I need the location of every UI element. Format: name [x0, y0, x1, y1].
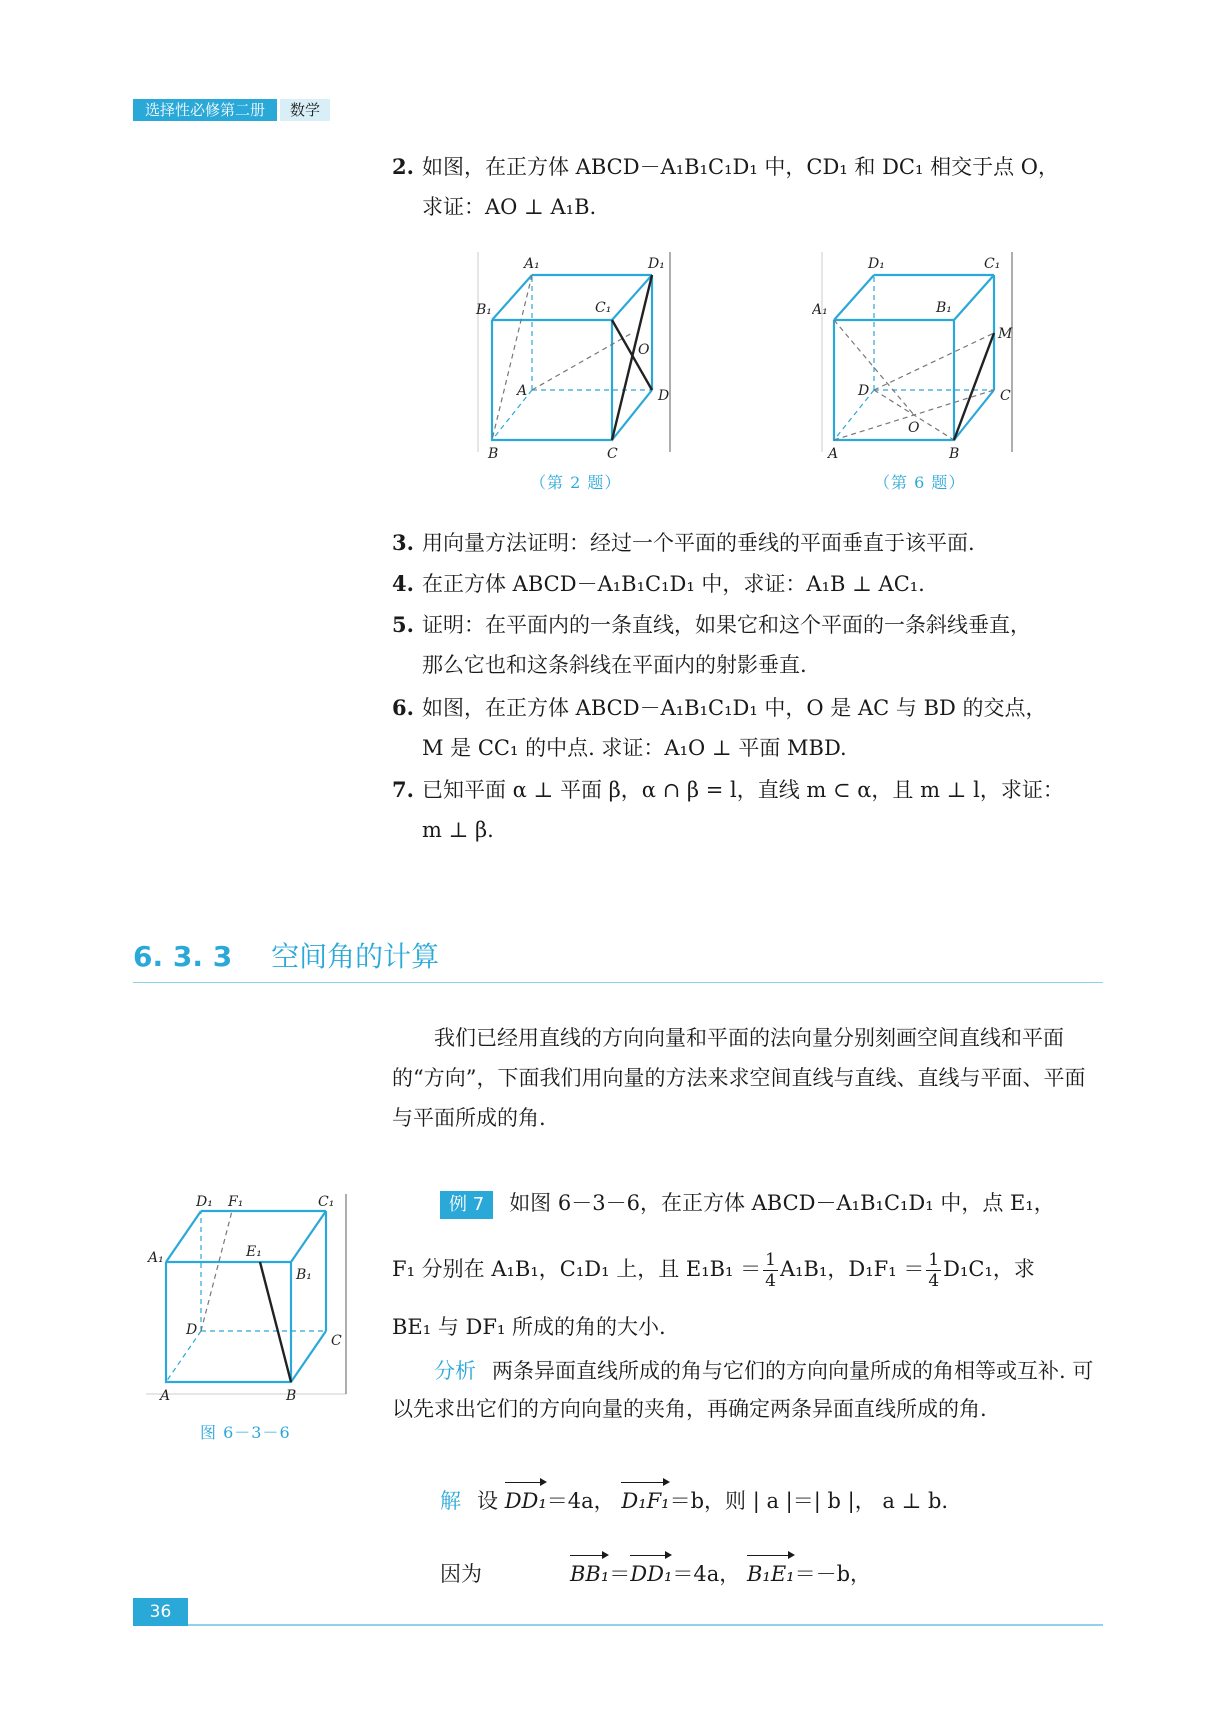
problem-text-cont: m ⊥ β. [422, 818, 494, 842]
example-text: A₁B₁，D₁F₁ ＝ [779, 1257, 925, 1281]
caption-problem-6: （第 6 题） [874, 473, 966, 492]
vector-B1E1: B₁E₁ [747, 1559, 795, 1589]
figure-6-3-6 [146, 1194, 356, 1406]
problem-text: 在正方体 ABCD－A₁B₁C₁D₁ 中，求证：A₁B ⊥ AC₁. [422, 572, 925, 596]
solution-text: 设 [477, 1489, 498, 1513]
vector-D1F1: D₁F₁ [621, 1486, 669, 1516]
example-line-3: BE₁ 与 DF₁ 所成的角的大小. [392, 1315, 666, 1339]
because-line [440, 1559, 871, 1589]
label-D: D [186, 1322, 198, 1338]
problem-4 [392, 570, 1112, 598]
label-B: B [949, 446, 960, 462]
problem-number: 4. [392, 571, 414, 596]
section-title: 空间角的计算 [271, 940, 440, 973]
problem-6 [392, 694, 1112, 762]
problem-text-cont: 求证：AO ⊥ A₁B. [422, 195, 597, 219]
problem-number: 2. [392, 154, 414, 179]
vector-BB1: BB₁ [570, 1559, 609, 1589]
label-C: C [331, 1333, 342, 1349]
label-A: A [517, 383, 528, 399]
caption-problem-2: （第 2 题） [530, 473, 622, 492]
problem-2 [392, 153, 1112, 221]
label-D: D [658, 388, 670, 404]
because-label: 因为 [440, 1562, 482, 1586]
fraction-one-quarter: $\frac{1}{4}$ [928, 1250, 940, 1291]
analysis-text: 两条异面直线所成的角与它们的方向向量所成的角相等或互补. 可以先求出它们的方向向量的夹角，再确定两条异面直线所成的角. [392, 1359, 1094, 1421]
label-B1: B₁ [296, 1267, 312, 1283]
problem-number: 3. [392, 530, 414, 555]
fraction-one-quarter: $\frac{1}{4}$ [765, 1250, 776, 1291]
figure-problem-6 [812, 252, 1022, 464]
example-text: D₁C₁，求 [943, 1257, 1035, 1281]
section-heading [133, 935, 439, 975]
page-header [133, 99, 330, 121]
page-number: 36 [133, 1598, 188, 1626]
intro-paragraph: 我们已经用直线的方向向量和平面的法向量分别刻画空间直线和平面的“方向”，下面我们用向量的方法来求空间直线与直线、直线与平面、平面与平面所成的角. [392, 1026, 1086, 1130]
problem-number: 5. [392, 612, 414, 637]
solution-text: ＝4a， [672, 1562, 741, 1586]
vector-DD1: DD₁ [505, 1486, 547, 1516]
example-text: F₁ 分别在 A₁B₁，C₁D₁ 上，且 E₁B₁ ＝ [392, 1257, 762, 1281]
label-C1: C₁ [984, 256, 1001, 272]
analysis-paragraph [392, 1352, 1104, 1428]
label-F1: F₁ [228, 1194, 244, 1210]
label-A1: A₁ [812, 302, 828, 318]
problem-7 [392, 776, 1112, 844]
problem-number: 6. [392, 695, 414, 720]
analysis-label: 分析 [434, 1359, 476, 1383]
example-badge: 例 7 [440, 1191, 493, 1219]
example-line-2 [392, 1250, 1035, 1291]
label-D1: D₁ [648, 256, 665, 272]
label-O: O [638, 342, 650, 358]
label-D1: D₁ [868, 256, 885, 272]
label-A1: A₁ [148, 1250, 164, 1266]
example-text: 如图 6－3－6，在正方体 ABCD－A₁B₁C₁D₁ 中，点 E₁， [509, 1191, 1055, 1215]
problem-text: 已知平面 α ⊥ 平面 β，α ∩ β = l，直线 m ⊂ α，且 m ⊥ l，求证： [422, 778, 1064, 802]
label-C: C [1000, 388, 1011, 404]
label-C1: C₁ [318, 1194, 335, 1210]
problem-text-cont: M 是 CC₁ 的中点. 求证：A₁O ⊥ 平面 MBD. [422, 736, 847, 760]
problem-number: 7. [392, 777, 414, 802]
label-C: C [607, 446, 618, 462]
label-A: A [828, 446, 839, 462]
example-line-1 [440, 1188, 1055, 1219]
label-A1: A₁ [524, 256, 540, 272]
solution-text: ＝ [609, 1562, 631, 1586]
solution-line [440, 1486, 948, 1516]
problem-5 [392, 611, 1112, 679]
solution-label: 解 [440, 1489, 461, 1513]
label-D1: D₁ [196, 1194, 213, 1210]
section-number: 6. 3. 3 [133, 940, 233, 973]
vector-DD1: DD₁ [630, 1559, 672, 1589]
solution-text: ＝b，则 | a |＝| b |， a ⊥ b. [669, 1489, 949, 1513]
label-B: B [488, 446, 499, 462]
section-divider [133, 982, 1103, 983]
book-title: 选择性必修第二册 [133, 99, 277, 121]
problem-text: 如图，在正方体 ABCD－A₁B₁C₁D₁ 中，O 是 AC 与 BD 的交点， [422, 696, 1047, 720]
label-O: O [908, 420, 920, 436]
problem-text: 用向量方法证明：经过一个平面的垂线的平面垂直于该平面. [422, 531, 975, 555]
label-D: D [858, 383, 870, 399]
figure-problem-2 [470, 252, 680, 464]
label-A: A [160, 1388, 171, 1404]
label-E1: E₁ [246, 1244, 262, 1260]
label-B: B [286, 1388, 297, 1404]
footer-divider [188, 1624, 1103, 1626]
problem-text-cont: 那么它也和这条斜线在平面内的射影垂直. [422, 653, 807, 677]
label-B1: B₁ [476, 302, 492, 318]
problem-text: 如图，在正方体 ABCD－A₁B₁C₁D₁ 中，CD₁ 和 DC₁ 相交于点 O， [422, 155, 1059, 179]
caption-figure-6-3-6: 图 6－3－6 [200, 1423, 291, 1442]
label-B1: B₁ [936, 300, 952, 316]
solution-text: ＝－b， [794, 1562, 872, 1586]
solution-text: ＝4a， [546, 1489, 615, 1513]
problem-text: 证明：在平面内的一条直线，如果它和这个平面的一条斜线垂直， [422, 613, 1031, 637]
label-M: M [998, 326, 1013, 342]
problem-3 [392, 529, 1112, 557]
label-C1: C₁ [595, 300, 612, 316]
subject-label: 数学 [280, 99, 330, 121]
